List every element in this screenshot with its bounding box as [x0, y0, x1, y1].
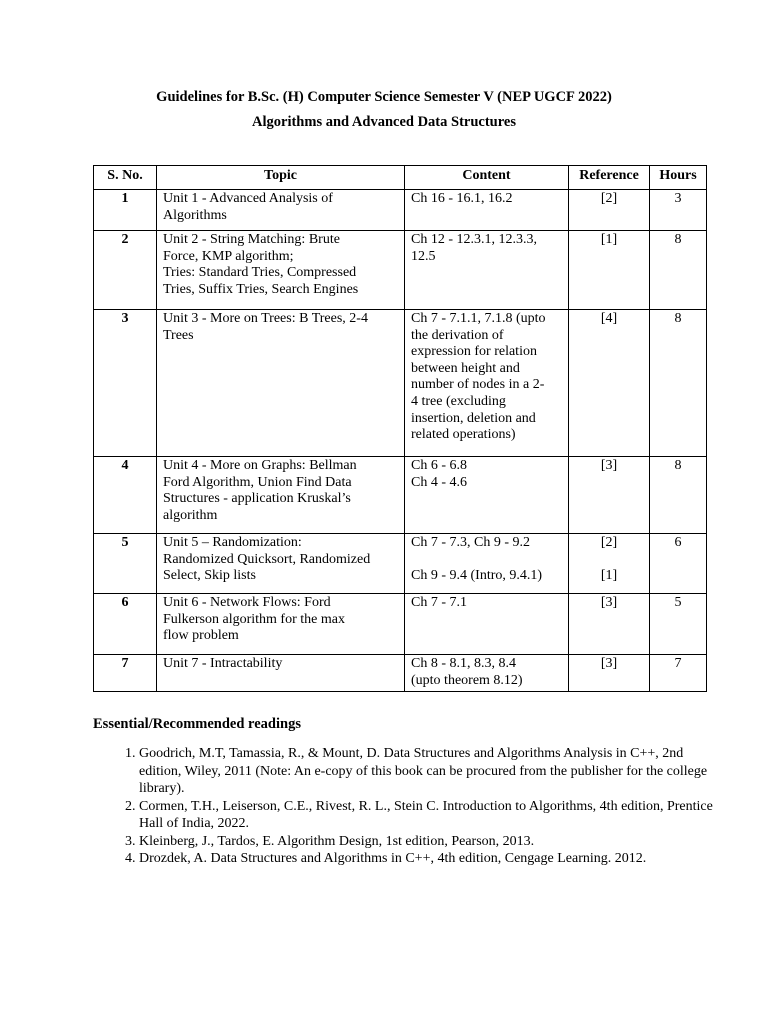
content-text: number of nodes in a 2-: [411, 377, 545, 393]
hours-cell: 8: [650, 231, 707, 310]
topic-text: Tries, Suffix Tries, Search Engines: [163, 281, 359, 297]
table-row: [94, 457, 707, 534]
reading-item: 3. Kleinberg, J., Tardos, E. Algorithm Design, 1st edition, Pearson, 2013.: [139, 833, 729, 851]
reference-cell: [569, 594, 650, 655]
serial-number-cell: 3: [94, 310, 157, 457]
content-text: Ch 9 - 9.4 (Intro, 9.4.1): [411, 568, 543, 584]
topic-cell: [157, 594, 405, 655]
topic-text: Unit 6 - Network Flows: Ford: [163, 595, 331, 610]
reference-text: [1]: [600, 232, 618, 247]
content-text: (upto theorem 8.12): [411, 672, 523, 688]
serial-number-cell: 1: [94, 190, 157, 231]
syllabus-table: [93, 165, 707, 692]
content-text: expression for relation: [411, 344, 537, 360]
topic-cell: [157, 655, 405, 692]
reference-text: [3]: [600, 656, 618, 671]
content-text: 4 tree (excluding: [411, 393, 506, 409]
content-text: the derivation of: [411, 327, 504, 343]
content-text: Ch 7 - 7.1.1, 7.1.8 (upto: [411, 311, 546, 326]
topic-text: algorithm: [163, 507, 218, 523]
serial-number-cell: 7: [94, 655, 157, 692]
content-text: Ch 16 - 16.1, 16.2: [411, 191, 513, 206]
content-text: insertion, deletion and: [411, 410, 536, 426]
topic-text: Force, KMP algorithm;: [163, 248, 294, 264]
content-text: Ch 7 - 7.3, Ch 9 - 9.2: [411, 535, 530, 550]
table-header-row: [94, 166, 707, 190]
header-content: Content: [405, 166, 569, 190]
table-row: [94, 655, 707, 692]
topic-cell: [157, 190, 405, 231]
content-text: Ch 6 - 6.8: [411, 458, 467, 473]
reading-item: 4. Drozdek, A. Data Structures and Algorithms in C++, 4th edition, Cengage Learning. 2012.: [139, 850, 729, 868]
content-cell: [405, 534, 569, 594]
content-cell: [405, 655, 569, 692]
reference-cell: [569, 534, 650, 594]
topic-text: Randomized Quicksort, Randomized: [163, 551, 371, 567]
header-reference: Reference: [569, 166, 650, 190]
header-topic: Topic: [157, 166, 405, 190]
table-row: [94, 534, 707, 594]
topic-cell: [157, 457, 405, 534]
topic-text: Unit 3 - More on Trees: B Trees, 2-4: [163, 311, 368, 326]
serial-number-cell: 5: [94, 534, 157, 594]
reference-cell: [569, 231, 650, 310]
topic-text: Ford Algorithm, Union Find Data: [163, 474, 352, 490]
content-text: related operations): [411, 427, 516, 443]
topic-text: Unit 1 - Advanced Analysis of: [163, 191, 333, 206]
content-text: Ch 7 - 7.1: [411, 595, 467, 610]
hours-cell: 8: [650, 310, 707, 457]
content-text: Ch 4 - 4.6: [411, 474, 467, 490]
hours-cell: 5: [650, 594, 707, 655]
reference-cell: [569, 310, 650, 457]
reference-cell: [569, 655, 650, 692]
topic-cell: [157, 310, 405, 457]
reference-text: [2]: [600, 535, 618, 550]
topic-text: Unit 4 - More on Graphs: Bellman: [163, 458, 357, 473]
topic-text: Algorithms: [163, 207, 227, 223]
reference-cell: [569, 457, 650, 534]
content-cell: [405, 594, 569, 655]
content-cell: [405, 310, 569, 457]
readings-list: [93, 745, 729, 868]
hours-cell: 6: [650, 534, 707, 594]
topic-text: Structures - application Kruskal’s: [163, 491, 351, 507]
table-row: [94, 231, 707, 310]
topic-text: Trees: [163, 327, 194, 343]
reference-text: [3]: [600, 458, 618, 473]
content-text: [411, 552, 562, 569]
topic-text: Select, Skip lists: [163, 568, 256, 584]
content-cell: [405, 231, 569, 310]
topic-cell: [157, 534, 405, 594]
reference-text: [1]: [600, 568, 618, 584]
reference-text: [575, 552, 643, 569]
serial-number-cell: 2: [94, 231, 157, 310]
table-row: [94, 594, 707, 655]
header-sno: S. No.: [94, 166, 157, 190]
topic-text: Unit 2 - String Matching: Brute: [163, 232, 340, 247]
content-text: between height and: [411, 360, 520, 376]
reference-text: [3]: [600, 595, 618, 610]
topic-text: Tries: Standard Tries, Compressed: [163, 265, 357, 281]
topic-text: Fulkerson algorithm for the max: [163, 611, 345, 627]
topic-text: Unit 5 – Randomization:: [163, 535, 302, 550]
document-title: Guidelines for B.Sc. (H) Computer Science Semester V (NEP UGCF 2022): [156, 89, 612, 105]
hours-cell: 7: [650, 655, 707, 692]
content-cell: [405, 457, 569, 534]
reference-cell: [569, 190, 650, 231]
content-text: Ch 8 - 8.1, 8.3, 8.4: [411, 656, 516, 671]
hours-cell: 8: [650, 457, 707, 534]
content-text: Ch 12 - 12.3.1, 12.3.3,: [411, 232, 537, 247]
reference-text: [2]: [600, 191, 618, 206]
readings-heading: Essential/Recommended readings: [93, 716, 301, 732]
header-hours: Hours: [650, 166, 707, 190]
course-title: Algorithms and Advanced Data Structures: [252, 114, 516, 130]
serial-number-cell: 4: [94, 457, 157, 534]
topic-text: Unit 7 - Intractability: [163, 656, 283, 671]
serial-number-cell: 6: [94, 594, 157, 655]
reference-text: [4]: [600, 311, 618, 326]
table-body: [94, 190, 707, 692]
topic-cell: [157, 231, 405, 310]
reading-item: 2. Cormen, T.H., Leiserson, C.E., Rivest, R. L., Stein C. Introduction to Algorithms, 4th edition, Prentice Hall of India, 2022.: [139, 798, 729, 833]
content-text: 12.5: [411, 248, 436, 264]
topic-text: flow problem: [163, 628, 239, 644]
table-row: [94, 310, 707, 457]
reading-item: 1. Goodrich, M.T, Tamassia, R., & Mount, D. Data Structures and Algorithms Analysis in C++, 2nd edition, Wiley, 2011 (Note: An e-copy of this book can be procured from the publisher for the college library).: [139, 745, 729, 798]
content-cell: [405, 190, 569, 231]
hours-cell: 3: [650, 190, 707, 231]
table-row: [94, 190, 707, 231]
